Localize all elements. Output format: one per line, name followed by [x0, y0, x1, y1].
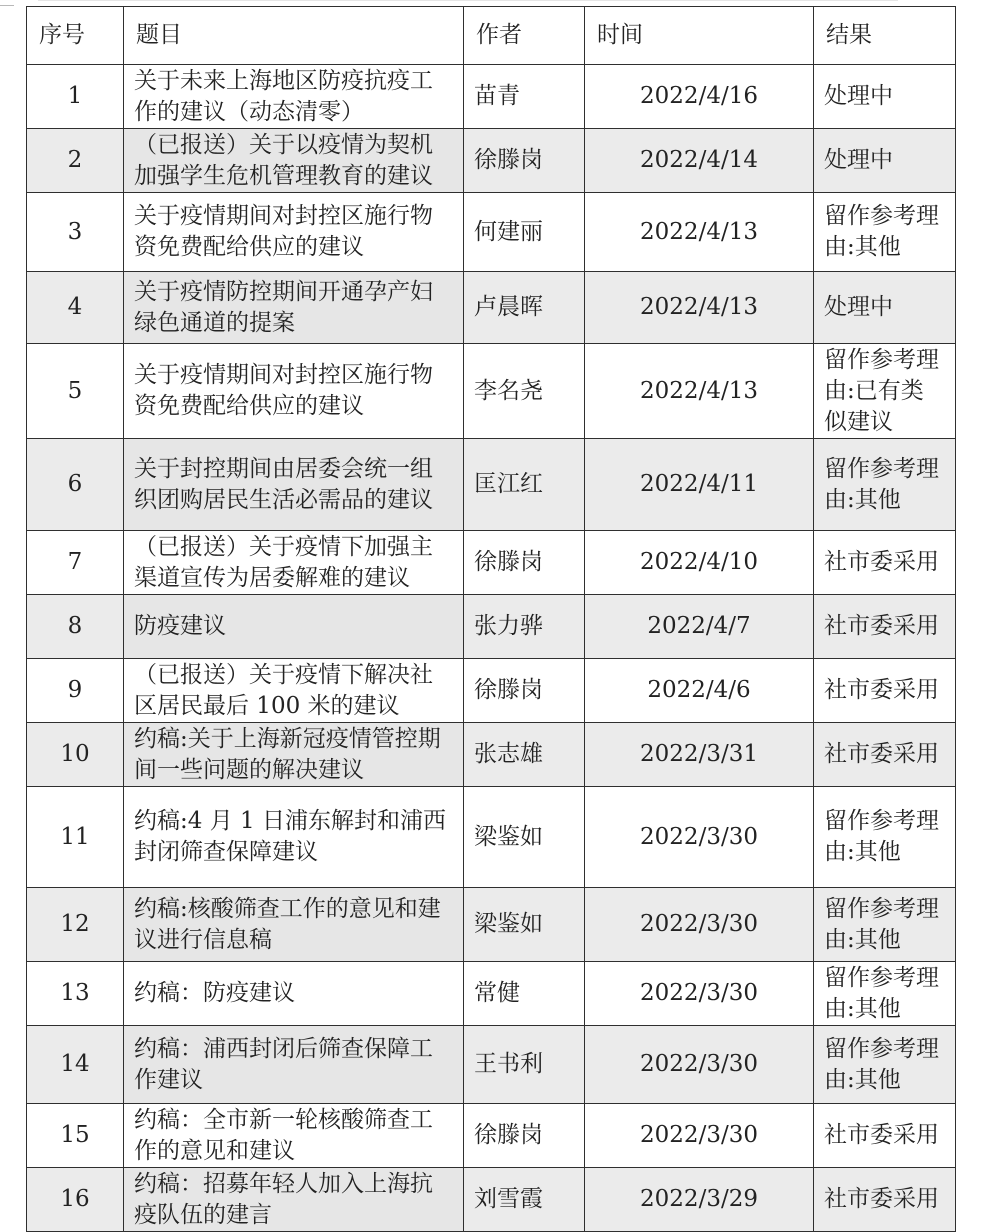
cell-no: 1 — [27, 65, 124, 129]
header-result: 结果 — [814, 7, 956, 65]
cell-no: 7 — [27, 531, 124, 595]
cell-title: 关于疫情防控期间开通孕产妇绿色通道的提案 — [124, 272, 464, 344]
cell-title: 约稿：浦西封闭后筛查保障工作建议 — [124, 1026, 464, 1104]
cell-author: 张志雄 — [464, 723, 585, 787]
cell-result: 留作参考理由:其他 — [814, 1026, 956, 1104]
header-author: 作者 — [464, 7, 585, 65]
table-row — [27, 65, 956, 129]
page-edge-mark — [0, 5, 14, 6]
table-header-row — [27, 7, 956, 65]
cell-no: 14 — [27, 1026, 124, 1104]
cell-date: 2022/4/13 — [585, 344, 814, 439]
cell-result: 社市委采用 — [814, 659, 956, 723]
cell-title: 防疫建议 — [124, 595, 464, 659]
cell-date: 2022/4/13 — [585, 272, 814, 344]
cell-no: 5 — [27, 344, 124, 439]
cell-result: 留作参考理由:其他 — [814, 962, 956, 1026]
cell-author: 何建丽 — [464, 193, 585, 272]
cell-author: 李名尧 — [464, 344, 585, 439]
cell-title: （已报送）关于疫情下解决社区居民最后 100 米的建议 — [124, 659, 464, 723]
cell-result: 留作参考理由:其他 — [814, 193, 956, 272]
cell-title: 约稿:关于上海新冠疫情管控期间一些问题的解决建议 — [124, 723, 464, 787]
cell-no: 11 — [27, 787, 124, 888]
cell-title: 关于封控期间由居委会统一组织团购居民生活必需品的建议 — [124, 439, 464, 531]
cell-date: 2022/3/30 — [585, 1104, 814, 1168]
cell-result: 社市委采用 — [814, 595, 956, 659]
cell-author: 梁鉴如 — [464, 787, 585, 888]
cell-title: （已报送）关于以疫情为契机加强学生危机管理教育的建议 — [124, 129, 464, 193]
cell-no: 3 — [27, 193, 124, 272]
table-row — [27, 193, 956, 272]
cell-result: 处理中 — [814, 272, 956, 344]
cell-no: 10 — [27, 723, 124, 787]
table-row — [27, 439, 956, 531]
proposals-table — [26, 6, 956, 1232]
table-row — [27, 595, 956, 659]
cell-no: 8 — [27, 595, 124, 659]
cell-title: 约稿：防疫建议 — [124, 962, 464, 1026]
cell-result: 留作参考理由:其他 — [814, 439, 956, 531]
cell-date: 2022/3/31 — [585, 723, 814, 787]
cell-author: 徐滕岗 — [464, 659, 585, 723]
cell-date: 2022/4/6 — [585, 659, 814, 723]
table-row — [27, 787, 956, 888]
cell-no: 12 — [27, 888, 124, 962]
cell-author: 苗青 — [464, 65, 585, 129]
cell-author: 匡江红 — [464, 439, 585, 531]
table-row — [27, 723, 956, 787]
cell-date: 2022/4/16 — [585, 65, 814, 129]
header-no: 序号 — [27, 7, 124, 65]
table-row — [27, 272, 956, 344]
table-row — [27, 1104, 956, 1168]
cell-title: 约稿:核酸筛查工作的意见和建议进行信息稿 — [124, 888, 464, 962]
cell-result: 留作参考理由:已有类似建议 — [814, 344, 956, 439]
cell-date: 2022/4/7 — [585, 595, 814, 659]
header-date: 时间 — [585, 7, 814, 65]
table-row — [27, 962, 956, 1026]
cell-date: 2022/4/10 — [585, 531, 814, 595]
cell-result: 处理中 — [814, 129, 956, 193]
cell-no: 9 — [27, 659, 124, 723]
cell-result: 社市委采用 — [814, 723, 956, 787]
cell-no: 6 — [27, 439, 124, 531]
table-row — [27, 1026, 956, 1104]
cell-title: 关于疫情期间对封控区施行物资免费配给供应的建议 — [124, 344, 464, 439]
cell-no: 2 — [27, 129, 124, 193]
table-row — [27, 659, 956, 723]
cell-author: 徐滕岗 — [464, 1104, 585, 1168]
cell-result: 留作参考理由:其他 — [814, 787, 956, 888]
page-top-rule — [38, 0, 898, 1]
table-row — [27, 531, 956, 595]
cell-author: 梁鉴如 — [464, 888, 585, 962]
cell-result: 留作参考理由:其他 — [814, 888, 956, 962]
table-row — [27, 888, 956, 962]
cell-author: 徐滕岗 — [464, 129, 585, 193]
cell-author: 徐滕岗 — [464, 531, 585, 595]
cell-title: （已报送）关于疫情下加强主渠道宣传为居委解难的建议 — [124, 531, 464, 595]
cell-author: 常健 — [464, 962, 585, 1026]
cell-result: 社市委采用 — [814, 1168, 956, 1232]
cell-title: 关于疫情期间对封控区施行物资免费配给供应的建议 — [124, 193, 464, 272]
cell-title: 关于未来上海地区防疫抗疫工作的建议（动态清零） — [124, 65, 464, 129]
cell-no: 4 — [27, 272, 124, 344]
cell-title: 约稿:4 月 1 日浦东解封和浦西封闭筛查保障建议 — [124, 787, 464, 888]
cell-date: 2022/3/30 — [585, 1026, 814, 1104]
cell-date: 2022/3/30 — [585, 787, 814, 888]
cell-author: 卢晨晖 — [464, 272, 585, 344]
table-row — [27, 344, 956, 439]
cell-date: 2022/3/30 — [585, 888, 814, 962]
cell-date: 2022/4/13 — [585, 193, 814, 272]
cell-result: 社市委采用 — [814, 531, 956, 595]
cell-author: 张力骅 — [464, 595, 585, 659]
table-body — [27, 65, 956, 1232]
table-row — [27, 1168, 956, 1232]
cell-date: 2022/4/14 — [585, 129, 814, 193]
cell-date: 2022/3/30 — [585, 962, 814, 1026]
header-title: 题目 — [124, 7, 464, 65]
cell-result: 社市委采用 — [814, 1104, 956, 1168]
cell-date: 2022/3/29 — [585, 1168, 814, 1232]
table-row — [27, 129, 956, 193]
cell-no: 15 — [27, 1104, 124, 1168]
cell-author: 刘雪霞 — [464, 1168, 585, 1232]
cell-date: 2022/4/11 — [585, 439, 814, 531]
cell-no: 16 — [27, 1168, 124, 1232]
cell-title: 约稿：全市新一轮核酸筛查工作的意见和建议 — [124, 1104, 464, 1168]
cell-author: 王书利 — [464, 1026, 585, 1104]
cell-no: 13 — [27, 962, 124, 1026]
cell-result: 处理中 — [814, 65, 956, 129]
cell-title: 约稿：招募年轻人加入上海抗疫队伍的建言 — [124, 1168, 464, 1232]
